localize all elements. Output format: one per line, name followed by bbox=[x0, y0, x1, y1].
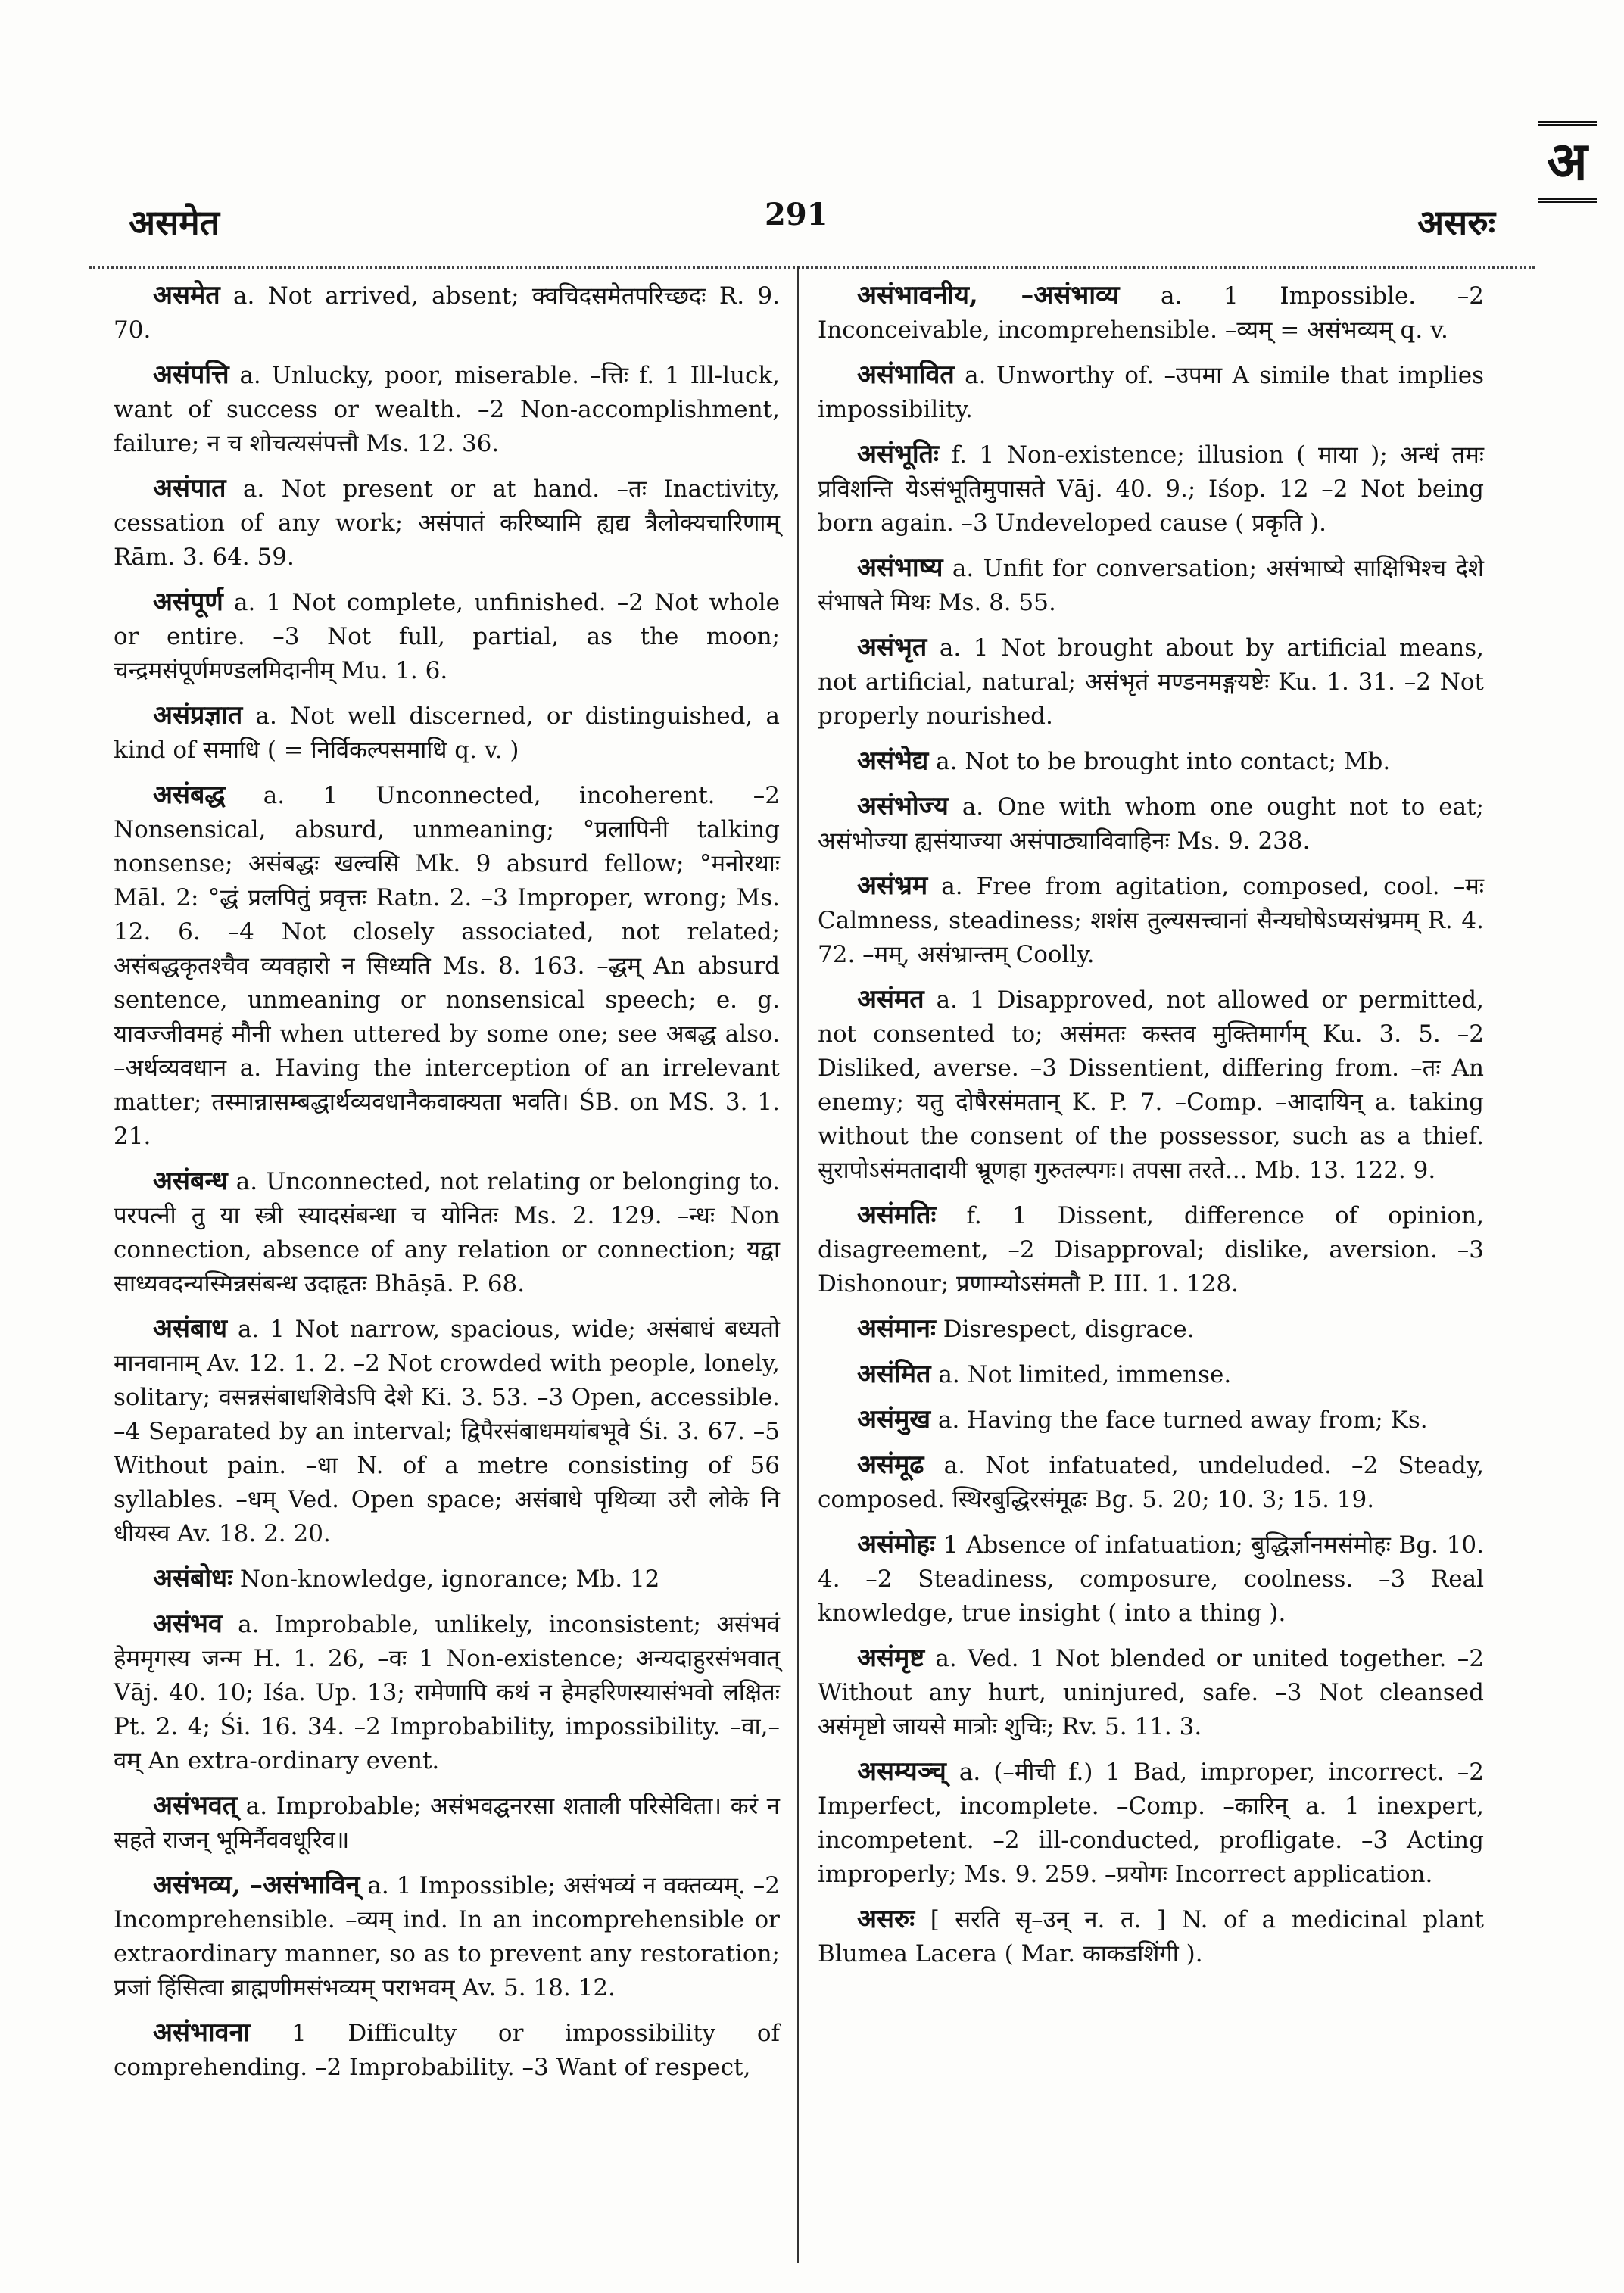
entry-headword: असंभोज्य bbox=[857, 791, 949, 821]
dictionary-entry bbox=[818, 279, 1484, 347]
entry-headword: असंमित bbox=[857, 1359, 931, 1389]
entry-definition: a. Ved. 1 Not blended or united together. –2 Without any hurt, uninjured, safe. –3 Not cleansed असंमृष्टो जायसे मात्रोः शुचिः; Rv. 5. 11. 3. bbox=[818, 1645, 1485, 1740]
entry-definition: Disrespect, disgrace. bbox=[943, 1316, 1195, 1343]
entry-headword: असमेत bbox=[153, 280, 220, 310]
entry-definition: a. Not limited, immense. bbox=[938, 1361, 1232, 1388]
entry-definition: a. Improbable, unlikely, inconsistent; असंभवं हेममृगस्य जन्म H. 1. 26, –वः 1 Non-existence; अन्यदाहुरसंभवात् Vāj. 40. 10; Iśa. Up. 13; रामेणापि कथं न हेमहरिणस्यासंभवो लक्षितः Pt. 2. 4; Śi. 16. 34. –2 Improbability, impossibility. –वा,–वम् An extra-ordinary event. bbox=[114, 1611, 780, 1774]
dictionary-entry bbox=[114, 699, 780, 768]
entry-headword: असंमत bbox=[857, 984, 924, 1014]
dictionary-entry bbox=[818, 983, 1484, 1188]
entry-definition: f. 1 Non-existence; illusion ( माया ); अन्धं तमः प्रविशन्ति येऽसंभूतिमुपासते Vāj. 40. 9.; Iśop. 12 –2 Not being born again. –3 Undeveloped cause ( प्रकृति ). bbox=[818, 441, 1484, 537]
header-rule bbox=[89, 266, 1535, 269]
entry-headword: असंभवत् bbox=[153, 1790, 238, 1821]
dictionary-entry bbox=[818, 1755, 1484, 1892]
entry-headword: असरुः bbox=[857, 1904, 915, 1934]
dictionary-entry bbox=[114, 585, 780, 688]
entry-definition: a. 1 Not brought about by artificial means, not artificial, natural; असंभृतं मण्डनमङ्गयष्टेः Ku. 1. 31. –2 Not properly nourished. bbox=[818, 634, 1485, 730]
dictionary-entry bbox=[818, 744, 1484, 779]
dictionary-entry bbox=[114, 1562, 780, 1597]
entry-headword: असंभव bbox=[153, 1609, 223, 1639]
entry-definition: f. 1 Dissent, difference of opinion, disagreement, –2 Disapproval; dislike, aversion. –3 Dishonour; प्रणाम्योऽसंमतौ P. III. 1. 128. bbox=[818, 1202, 1484, 1298]
dictionary-entry bbox=[818, 438, 1484, 541]
entry-headword: असंभावना bbox=[153, 2017, 251, 2048]
dictionary-entry bbox=[818, 551, 1484, 620]
dictionary-entry bbox=[114, 1868, 780, 2005]
entry-headword: असंभ्रम bbox=[857, 871, 928, 901]
dictionary-entry bbox=[818, 1198, 1484, 1301]
entry-definition: a. Improbable; असंभवद्घनरसा शताली परिसेविता। करं न सहते राजन् भूमिर्नैववधूरिव॥ bbox=[114, 1793, 781, 1854]
entry-definition: a. 1 Impossible. –2 Inconceivable, incomprehensible. –व्यम् = असंभव्यम् q. v. bbox=[818, 282, 1484, 344]
dictionary-entry bbox=[818, 1357, 1484, 1392]
entry-definition: a. One with whom one ought not to eat; असंभोज्या ह्यसंयाज्या असंपाठ्याविवाहिनः Ms. 9. 238. bbox=[818, 793, 1484, 855]
entry-headword: असंमानः bbox=[857, 1313, 936, 1344]
entry-definition: 1 Absence of infatuation; बुद्धिर्ज्ञानमसंमोहः Bg. 10. 4. –2 Steadiness, composure, coolness. –3 Real knowledge, true insight ( into a thing ). bbox=[818, 1531, 1484, 1627]
dictionary-entry bbox=[114, 472, 780, 575]
entry-definition: a. Unfit for conversation; असंभाष्ये साक्षिभिश्च देशे संभाषते मिथः Ms. 8. 55. bbox=[818, 555, 1484, 616]
entry-headword: असम्यञ्च् bbox=[857, 1756, 946, 1787]
entry-definition: a. Unworthy of. –उपमा A simile that implies impossibility. bbox=[818, 362, 1484, 423]
entry-headword: असंभूतिः bbox=[857, 439, 939, 469]
dictionary-entry bbox=[114, 2016, 780, 2085]
dictionary-entry bbox=[114, 1164, 780, 1301]
entry-definition: a. Not present or at hand. –तः Inactivity, cessation of any work; असंपातं करिष्यामि ह्यद्य त्रैलोक्यचारिणाम् Rām. 3. 64. 59. bbox=[114, 475, 780, 571]
entry-headword: असंभाष्य bbox=[857, 553, 943, 583]
page-number: 291 bbox=[765, 197, 828, 232]
entry-headword: असंपूर्ण bbox=[153, 587, 223, 617]
dictionary-entry bbox=[818, 1403, 1484, 1438]
entry-definition: a. Not arrived, absent; क्वचिदसमेतपरिच्छदः R. 9. 70. bbox=[114, 282, 780, 344]
entry-headword: असंमूढ bbox=[857, 1450, 924, 1480]
entry-headword: असंबद्ध bbox=[153, 780, 226, 810]
entry-definition: a. (–मीची f.) 1 Bad, improper, incorrect. –2 Imperfect, incomplete. –Comp. –कारिन् a. 1 inexpert, incompetent. –2 ill-conducted, profligate. –3 Acting improperly; Ms. 9. 259. –प्रयोगः Incorrect application. bbox=[818, 1759, 1485, 1888]
entry-headword: असंपत्ति bbox=[153, 360, 229, 390]
dictionary-entry bbox=[818, 631, 1484, 734]
dictionary-entry bbox=[114, 778, 780, 1154]
running-head-right: असरुः bbox=[1417, 202, 1495, 243]
entry-definition: [ सरति सृ–उन् न. त. ] N. of a medicinal plant Blumea Lacera ( Mar. काकडशिंगी ). bbox=[818, 1906, 1484, 1967]
dictionary-entry bbox=[114, 1789, 780, 1858]
entry-definition: a. 1 Disapproved, not allowed or permitted, not consented to; असंमतः कस्तव मुक्तिमार्गम् Ku. 3. 5. –2 Disliked, averse. –3 Dissentient, differing from. –तः An enemy; यतु दोषैरसंमतान् K. P. 7. –Comp. –आदायिन् a. taking without the consent of the possessor, such as a thief. सुरापोऽसंमतादायी भ्रूणहा गुरुतल्पगः। तपसा तरते... Mb. 13. 122. 9. bbox=[818, 986, 1484, 1184]
entry-definition: a. 1 Not complete, unfinished. –2 Not whole or entire. –3 Not full, partial, as the moon; चन्द्रमसंपूर्णमण्डलमिदानीम् Mu. 1. 6. bbox=[114, 589, 780, 684]
entry-headword: असंबोधः bbox=[153, 1563, 232, 1594]
dictionary-entry bbox=[818, 790, 1484, 858]
entry-headword: असंबाध bbox=[153, 1313, 228, 1344]
dictionary-entry bbox=[818, 1528, 1484, 1631]
thumb-index-tab: अ bbox=[1538, 121, 1597, 203]
dictionary-entry bbox=[818, 1448, 1484, 1517]
dictionary-entry bbox=[818, 1312, 1484, 1347]
entry-definition: a. Not well discerned, or distinguished, a kind of समाधि ( = निर्विकल्पसमाधि q. v. ) bbox=[114, 703, 780, 764]
left-column bbox=[114, 279, 780, 2095]
column-divider bbox=[797, 266, 799, 2263]
entry-definition: a. 1 Not narrow, spacious, wide; असंबाधं बध्यतो मानवानाम् Av. 12. 1. 2. –2 Not crowded with people, lonely, solitary; वसन्नसंबाधशिवेऽपि देशे Ki. 3. 53. –3 Open, accessible. –4 Separated by an interval; द्विपैरसंबाधमयांबभूवे Śi. 3. 67. –5 Without pain. –धा N. of a metre consisting of 56 syllables. –धम् Ved. Open space; असंबाधे पृथिव्या उरौ लोके नि धीयस्व Av. 18. 2. 20. bbox=[114, 1316, 780, 1547]
entry-definition: 1 Difficulty or impossibility of comprehending. –2 Improbability. –3 Want of respect, bbox=[114, 2020, 780, 2081]
entry-headword: असंभव्य, –असंभाविन् bbox=[153, 1870, 360, 1900]
entry-headword: असंप्रज्ञात bbox=[153, 700, 243, 731]
right-column bbox=[818, 279, 1484, 1982]
running-head-left: असमेत bbox=[129, 202, 220, 243]
entry-headword: असंभावित bbox=[857, 360, 955, 390]
dictionary-entry bbox=[818, 358, 1484, 427]
dictionary-entry bbox=[818, 1902, 1484, 1971]
entry-headword: असंमोहः bbox=[857, 1529, 936, 1559]
dictionary-entry bbox=[818, 1641, 1484, 1744]
entry-headword: असंबन्ध bbox=[153, 1166, 228, 1196]
entry-definition: a. Not infatuated, undeluded. –2 Steady, composed. स्थिरबुद्धिरसंमूढः Bg. 5. 20; 10. 3; 15. 19. bbox=[818, 1452, 1484, 1513]
entry-headword: असंमृष्ट bbox=[857, 1643, 925, 1673]
entry-definition: Non-knowledge, ignorance; Mb. 12 bbox=[239, 1566, 660, 1593]
entry-headword: असंभावनीय, –असंभाव्य bbox=[857, 280, 1120, 310]
entry-definition: a. 1 Unconnected, incoherent. –2 Nonsensical, absurd, unmeaning; °प्रलापिनी talking nonsense; असंबद्धः खल्वसि Mk. 9 absurd fellow; °मनोरथाः Māl. 2: °द्धं प्रलपितुं प्रवृत्तः Ratn. 2. –3 Improper, wrong; Ms. 12. 6. –4 Not closely associated, not related; असंबद्धकृतश्चैव व्यवहारो न सिध्यति Ms. 8. 163. –द्धम् An absurd sentence, unmeaning or nonsensical speech; e. g. यावज्जीवमहं मौनी when uttered by some one; see अबद्ध also. –अर्थव्यवधान a. Having the interception of an irrelevant matter; तस्मान्नासम्बद्धार्थव्यवधानैकवाक्यता भवति। ŚB. on MS. 3. 1. 21. bbox=[114, 782, 780, 1150]
entry-definition: a. Not to be brought into contact; Mb. bbox=[936, 748, 1391, 775]
dictionary-entry bbox=[114, 1312, 780, 1551]
entry-definition: a. Having the face turned away from; Ks. bbox=[937, 1407, 1428, 1434]
entry-definition: a. Free from agitation, composed, cool. –मः Calmness, steadiness; शशंस तुल्यसत्त्वानां सैन्यघोषेऽप्यसंभ्रमम् R. 4. 72. –मम्, असंभ्रान्तम् Coolly. bbox=[818, 873, 1484, 968]
entry-headword: असंमतिः bbox=[857, 1200, 937, 1230]
entry-definition: a. Unlucky, poor, miserable. –त्तिः f. 1 Ill-luck, want of success or wealth. –2 Non-accomplishment, failure; न च शोचत्यसंपत्तौ Ms. 12. 36. bbox=[114, 362, 780, 457]
entry-headword: असंभृत bbox=[857, 632, 927, 662]
entry-headword: असंमुख bbox=[857, 1404, 931, 1435]
dictionary-entry bbox=[114, 279, 780, 347]
dictionary-entry bbox=[114, 1607, 780, 1778]
entry-headword: असंभेद्य bbox=[857, 746, 929, 776]
entry-headword: असंपात bbox=[153, 473, 226, 503]
dictionary-entry bbox=[818, 869, 1484, 972]
dictionary-entry bbox=[114, 358, 780, 461]
entry-definition: a. 1 Impossible; असंभव्यं न वक्तव्यम्. –2 Incomprehensible. –व्यम् ind. In an incomprehensible or extraordinary manner, so as to prevent any restoration; प्रजां हिंसित्वा ब्राह्मणीमसंभव्यम् पराभवम् Av. 5. 18. 12. bbox=[114, 1872, 780, 2002]
entry-definition: a. Unconnected, not relating or belonging to. परपत्नी तु या स्त्री स्यादसंबन्धा च योनितः Ms. 2. 129. –न्धः Non connection, absence of any relation or connection; यद्वा साध्यवदन्यस्मिन्नसंबन्ध उदाहृतः Bhāṣā. P. 68. bbox=[114, 1168, 780, 1298]
